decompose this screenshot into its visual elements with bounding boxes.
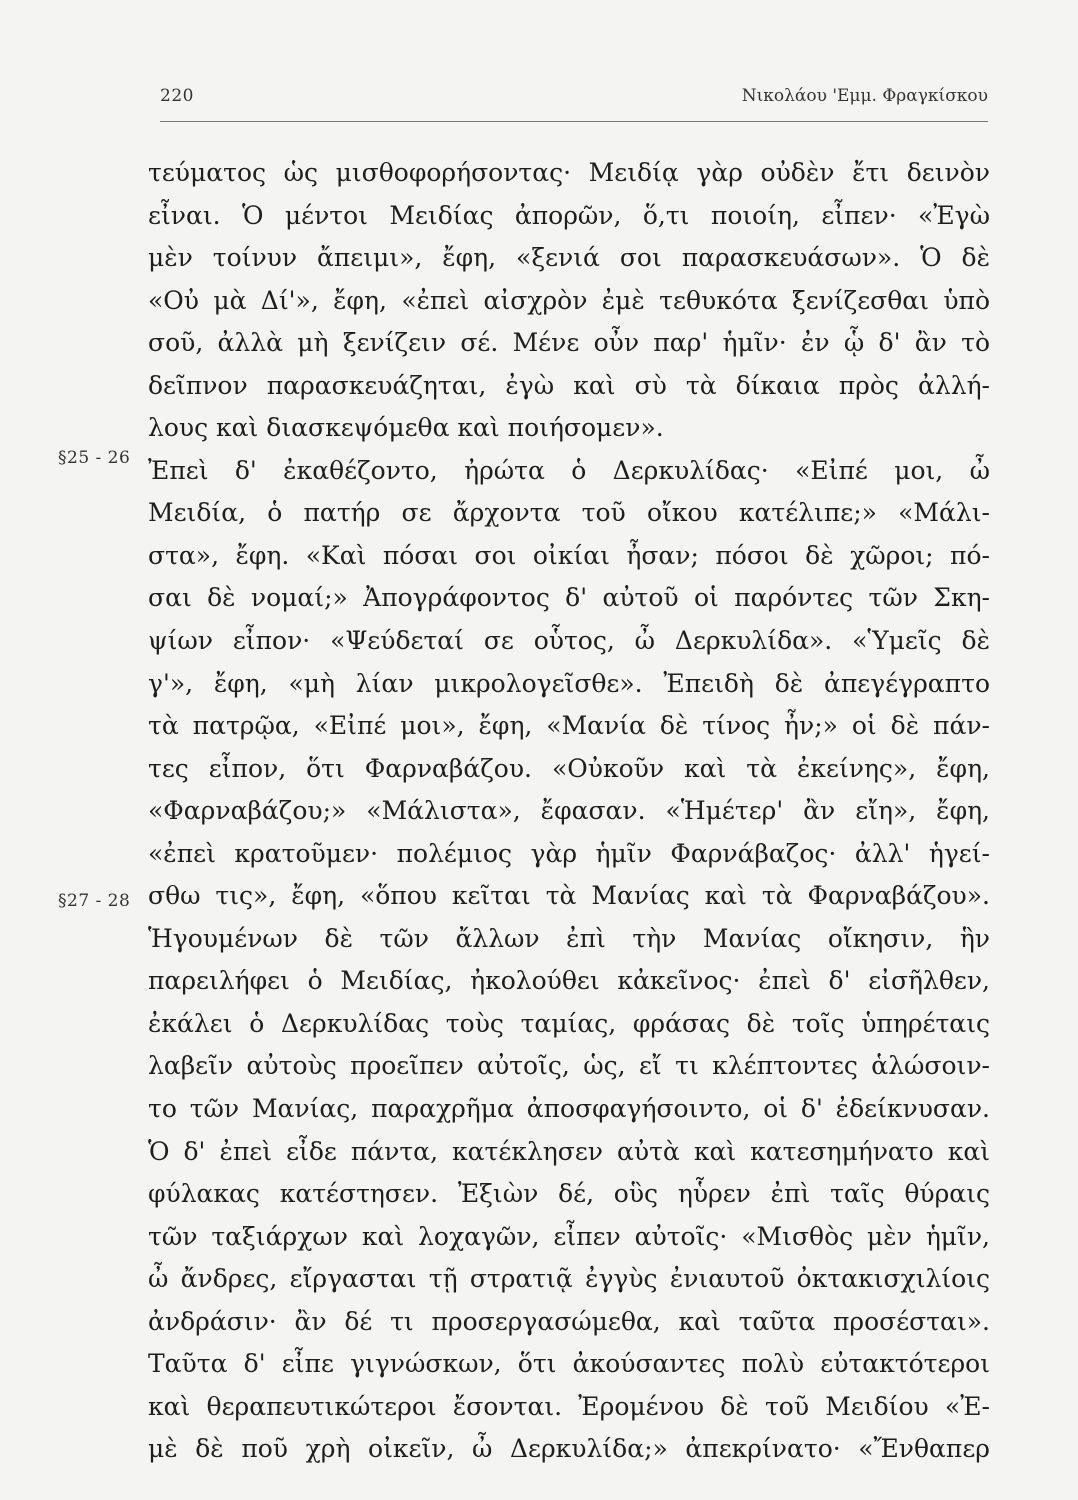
text-line: Μειδία, ὁ πατήρ σε ἄρχοντα τοῦ οἴκου κατέλιπε;» «Μάλι- [148, 498, 990, 528]
text-line: τεύματος ὡς μισθοφορήσοντας· Μειδίᾳ γὰρ οὐδὲν ἔτι δεινὸν [148, 158, 990, 187]
text-line: «Οὐ μὰ Δί'», ἔφη, «ἐπεὶ αἰσχρὸν ἐμὲ τεθυκότα ξενίζεσθαι ὑπὸ [148, 285, 990, 315]
margin-section-ref: §27 - 28 [58, 891, 131, 912]
text-line: λαβεῖν αὐτοὺς προεῖπεν αὐτοῖς, ὡς, εἴ τι κλέπτοντες ἁλώσοιν- [148, 1051, 990, 1081]
text-line: «Φαρναβάζου;» «Μάλιστα», ἔφασαν. «Ἡμέτερ' ἂν εἴη», ἔφη, [148, 796, 990, 826]
text-line: Ταῦτα δ' εἶπε γιγνώσκων, ὅτι ἀκούσαντες πολὺ εὐτακτότεροι [148, 1349, 990, 1379]
text-line: τες εἶπον, ὅτι Φαρναβάζου. «Οὐκοῦν καὶ τὰ ἐκείνης», ἔφη, [148, 753, 990, 783]
greek-text-body [148, 152, 990, 1471]
text-line: εἶναι. Ὁ μέντοι Μειδίας ἀπορῶν, ὅ,τι ποιοίη, εἶπεν· «Ἐγὼ [148, 200, 990, 230]
text-line: σοῦ, ἀλλὰ μὴ ξενίζειν σέ. Μένε οὖν παρ' ἡμῖν· ἐν ᾧ δ' ἂν τὸ [148, 328, 990, 358]
text-line: μὲ δὲ ποῦ χρὴ οἰκεῖν, ὦ Δερκυλίδα;» ἀπεκρίνατο· «Ἔνθαπερ [148, 1434, 990, 1464]
text-line: το τῶν Μανίας, παραχρῆμα ἀποσφαγήσοιντο, οἱ δ' ἐδείκνυσαν. [148, 1094, 990, 1124]
text-line: καὶ θεραπευτικώτεροι ἔσονται. Ἐρομένου δὲ τοῦ Μειδίου «Ἐ- [148, 1391, 990, 1421]
text-line: Ἐπεὶ δ' ἐκαθέζοντο, ἠρώτα ὁ Δερκυλίδας· «Εἰπέ μοι, ὦ [148, 455, 990, 485]
running-title: Νικολάου 'Εμμ. Φραγκίσκου [741, 86, 988, 106]
text-line: μὲν τοίνυν ἄπειμι», ἔφη, «ξενιά σοι παρασκευάσων». Ὁ δὲ [148, 243, 990, 273]
text-line: δεῖπνον παρασκευάζηται, ἐγὼ καὶ σὺ τὰ δίκαια πρὸς ἀλλή- [148, 370, 990, 400]
text-line: ἀνδράσιν· ἂν δέ τι προσεργασώμεθα, καὶ ταῦτα προσέσται». [148, 1306, 990, 1336]
text-line: ψίων εἶπον· «Ψεύδεταί σε οὗτος, ὦ Δερκυλίδα». «Ὑμεῖς δὲ [148, 626, 990, 656]
text-line: γ'», ἔφη, «μὴ λίαν μικρολογεῖσθε». Ἐπειδὴ δὲ ἀπεγέγραπτο [148, 668, 990, 698]
text-line: στα», ἔφη. «Καὶ πόσαι σοι οἰκίαι ἦσαν; πόσοι δὲ χῶροι; πό- [148, 540, 990, 570]
page-number: 220 [160, 86, 194, 106]
text-line: σθω τις», ἔφη, «ὅπου κεῖται τὰ Μανίας καὶ τὰ Φαρναβάζου». [148, 881, 990, 911]
text-line: τὰ πατρῷα, «Εἰπέ μοι», ἔφη, «Μανία δὲ τίνος ἦν;» οἱ δὲ πάν- [148, 711, 990, 741]
page-header [160, 86, 988, 116]
text-line: ὦ ἄνδρες, εἴργασται τῇ στρατιᾷ ἐγγὺς ἐνιαυτοῦ ὀκτακισχιλίοις [148, 1264, 990, 1294]
text-line: φύλακας κατέστησεν. Ἐξιὼν δέ, οὓς ηὗρεν ἐπὶ ταῖς θύραις [148, 1179, 990, 1209]
text-line: τῶν ταξιάρχων καὶ λοχαγῶν, εἶπεν αὐτοῖς· «Μισθὸς μὲν ἡμῖν, [148, 1221, 990, 1251]
text-line: Ὁ δ' ἐπεὶ εἶδε πάντα, κατέκλησεν αὐτὰ καὶ κατεσημήνατο καὶ [148, 1136, 990, 1166]
margin-section-ref: §25 - 26 [58, 448, 131, 469]
text-line: παρειλήφει ὁ Μειδίας, ἠκολούθει κἀκεῖνος· ἐπεὶ δ' εἰσῆλθεν, [148, 966, 990, 996]
text-line: ἐκάλει ὁ Δερκυλίδας τοὺς ταμίας, φράσας δὲ τοῖς ὑπηρέταις [148, 1008, 990, 1038]
text-line: Ἡγουμένων δὲ τῶν ἄλλων ἐπὶ τὴν Μανίας οἴκησιν, ἣν [148, 923, 990, 953]
text-line: «ἐπεὶ κρατοῦμεν· πολέμιος γὰρ ἡμῖν Φαρνάβαζος· ἀλλ' ἡγεί- [148, 838, 990, 868]
text-line: σαι δὲ νομαί;» Ἀπογράφοντος δ' αὐτοῦ οἱ παρόντες τῶν Σκη- [148, 583, 990, 613]
text-line: λους καὶ διασκεψόμεθα καὶ ποιήσομεν». [148, 413, 664, 443]
header-rule [160, 121, 988, 122]
